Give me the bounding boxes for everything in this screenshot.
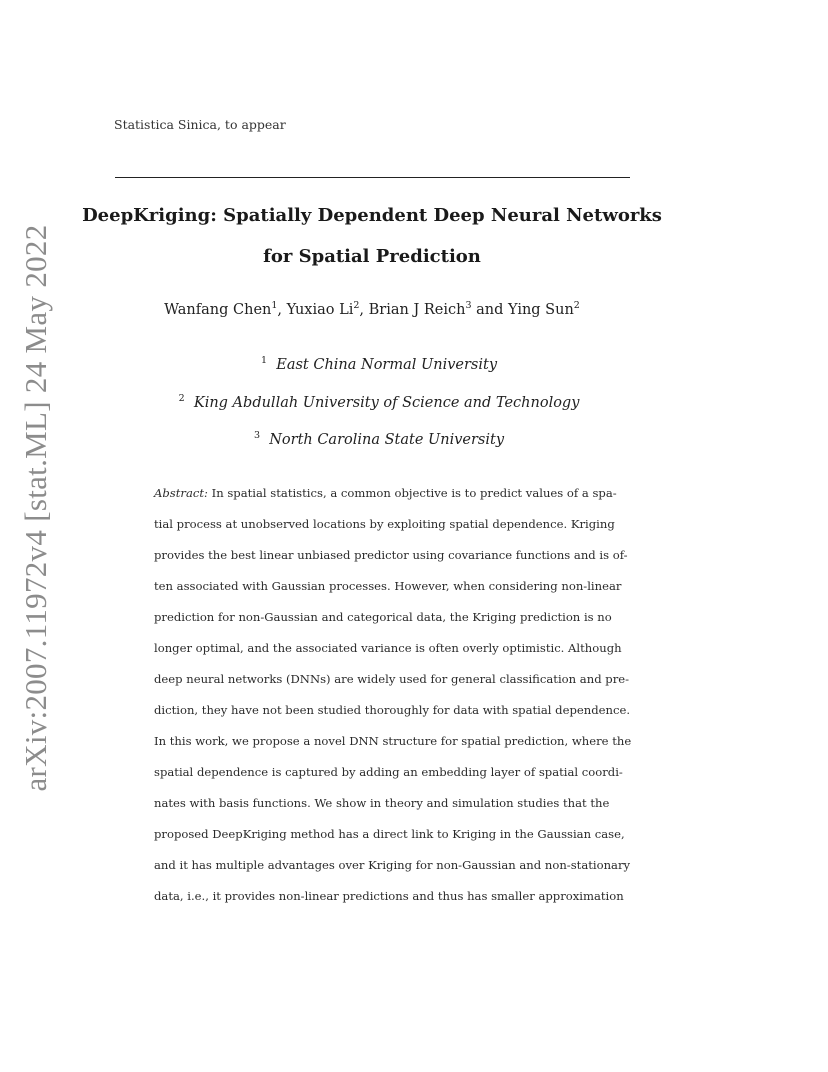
author-name: Wanfang Chen xyxy=(164,302,272,318)
affiliation-name: East China Normal University xyxy=(276,357,498,373)
paper-title-line-2: for Spatial Prediction xyxy=(263,246,481,267)
affiliation-1 xyxy=(0,357,758,373)
abstract-line: data, i.e., it provides non-linear predictions and thus has smaller approximation xyxy=(154,889,624,903)
author-affiliation-mark: 2 xyxy=(353,300,360,311)
abstract-line: prediction for non-Gaussian and categorical data, the Kriging prediction is no xyxy=(154,610,612,624)
author-separator: and xyxy=(471,302,508,318)
abstract-line: longer optimal, and the associated variance is often overly optimistic. Although xyxy=(154,641,622,655)
author-list xyxy=(0,302,744,318)
abstract-label: Abstract: xyxy=(154,486,208,500)
header-rule xyxy=(115,177,630,178)
author-name: Yuxiao Li xyxy=(286,302,354,318)
abstract-line: and it has multiple advantages over Kriging for non-Gaussian and non-stationary xyxy=(154,858,631,872)
journal-name: Statistica Sinica, to appear xyxy=(114,117,286,132)
abstract-line: provides the best linear unbiased predictor using covariance functions and is of- xyxy=(154,548,628,562)
affiliation-mark: 2 xyxy=(178,393,185,404)
affiliation-mark: 1 xyxy=(260,355,268,366)
abstract-text: In spatial statistics, a common objective is to predict values of a spa- xyxy=(211,486,617,500)
affiliation-name: North Carolina State University xyxy=(269,432,505,448)
author-affiliation-mark: 3 xyxy=(465,300,472,311)
author-name: Brian J Reich xyxy=(368,302,466,318)
abstract-line xyxy=(154,486,617,500)
abstract-line: spatial dependence is captured by adding an embedding layer of spatial coordi- xyxy=(154,765,623,779)
abstract-line: proposed DeepKriging method has a direct link to Kriging in the Gaussian case, xyxy=(154,827,625,841)
abstract-line: tial process at unobserved locations by exploiting spatial dependence. Kriging xyxy=(154,517,615,531)
abstract-line: ten associated with Gaussian processes. However, when considering non-linear xyxy=(154,579,622,593)
paper-title-line-1: DeepKriging: Spatially Dependent Deep Neural Networks xyxy=(82,205,662,226)
author-separator: , xyxy=(359,302,369,318)
abstract-line: nates with basis functions. We show in theory and simulation studies that the xyxy=(154,796,610,810)
affiliation-3 xyxy=(0,432,758,448)
abstract-line: In this work, we propose a novel DNN structure for spatial prediction, where the xyxy=(154,734,632,748)
abstract-line: diction, they have not been studied thoroughly for data with spatial dependence. xyxy=(154,703,631,717)
affiliation-name: King Abdullah University of Science and Technology xyxy=(193,395,580,411)
affiliation-2 xyxy=(0,395,758,411)
author-affiliation-mark: 2 xyxy=(573,300,580,311)
abstract-line: deep neural networks (DNNs) are widely used for general classification and pre- xyxy=(154,672,630,686)
author-separator: , xyxy=(277,302,287,318)
affiliation-mark: 3 xyxy=(253,430,260,441)
arxiv-identifier-stamp: arXiv:2007.11972v4 [stat.ML] 24 May 2022 xyxy=(18,224,53,792)
author-affiliation-mark: 1 xyxy=(271,300,278,311)
author-name: Ying Sun xyxy=(508,302,574,318)
